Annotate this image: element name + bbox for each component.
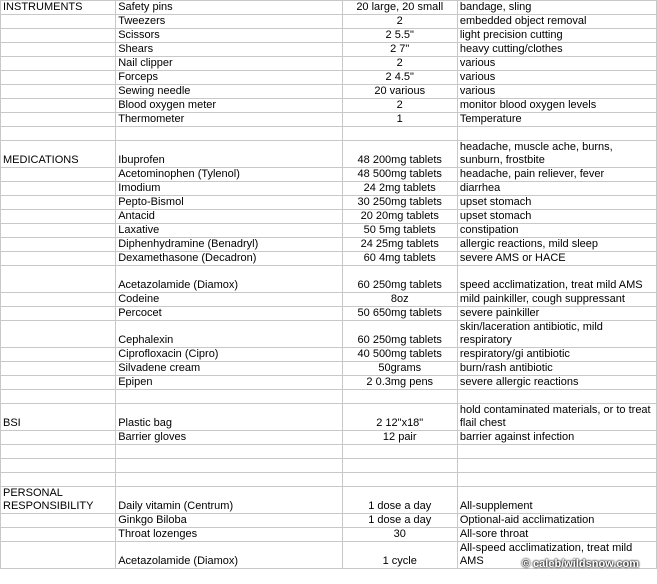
empty-cell	[457, 127, 656, 141]
item-name: Sewing needle	[116, 85, 342, 99]
item-name: Scissors	[116, 29, 342, 43]
item-use: severe AMS or HACE	[457, 252, 656, 266]
item-name: Throat lozenges	[116, 528, 342, 542]
item-use: upset stomach	[457, 196, 656, 210]
item-use: constipation	[457, 224, 656, 238]
spacer-row	[1, 445, 657, 459]
item-use: headache, pain reliever, fever	[457, 168, 656, 182]
item-qty: 40 500mg tablets	[342, 348, 457, 362]
table-row	[1, 57, 657, 71]
empty-cell	[1, 71, 116, 85]
item-name: Epipen	[116, 376, 342, 390]
empty-cell	[1, 362, 116, 376]
item-qty: 30	[342, 528, 457, 542]
table-row	[1, 141, 657, 168]
item-qty: 2 5.5"	[342, 29, 457, 43]
empty-cell	[342, 445, 457, 459]
item-name: Percocet	[116, 307, 342, 321]
empty-cell	[1, 293, 116, 307]
item-qty: 8oz	[342, 293, 457, 307]
item-name: Antacid	[116, 210, 342, 224]
empty-cell	[1, 459, 116, 473]
copyright-watermark: © caleb/wildsnow.com	[521, 558, 639, 570]
category-label: BSI	[1, 404, 116, 431]
empty-cell	[1, 390, 116, 404]
empty-cell	[1, 431, 116, 445]
item-qty: 1	[342, 113, 457, 127]
item-name: Shears	[116, 43, 342, 57]
item-use: mild painkiller, cough suppressant	[457, 293, 656, 307]
empty-cell	[1, 210, 116, 224]
item-name: Tweezers	[116, 15, 342, 29]
item-name: Forceps	[116, 71, 342, 85]
item-qty: 2	[342, 99, 457, 113]
empty-cell	[342, 127, 457, 141]
item-use: light precision cutting	[457, 29, 656, 43]
item-qty: 50grams	[342, 362, 457, 376]
item-use: All-supplement	[457, 487, 656, 514]
table-row	[1, 15, 657, 29]
table-row	[1, 210, 657, 224]
item-use: severe allergic reactions	[457, 376, 656, 390]
item-qty: 1 cycle	[342, 542, 457, 569]
item-use: allergic reactions, mild sleep	[457, 238, 656, 252]
table-row	[1, 293, 657, 307]
empty-cell	[1, 99, 116, 113]
empty-cell	[457, 390, 656, 404]
item-qty: 2 0.3mg pens	[342, 376, 457, 390]
item-use: monitor blood oxygen levels	[457, 99, 656, 113]
table-row	[1, 528, 657, 542]
spacer-row	[1, 473, 657, 487]
empty-cell	[1, 445, 116, 459]
item-qty: 20 20mg tablets	[342, 210, 457, 224]
item-name: Safety pins	[116, 1, 342, 15]
item-use: hold contaminated materials, or to treat flail chest	[457, 404, 656, 431]
empty-cell	[1, 348, 116, 362]
empty-cell	[342, 459, 457, 473]
item-name: Nail clipper	[116, 57, 342, 71]
item-name: Barrier gloves	[116, 431, 342, 445]
item-use: various	[457, 71, 656, 85]
item-use: headache, muscle ache, burns, sunburn, frostbite	[457, 141, 656, 168]
table-row	[1, 487, 657, 514]
empty-cell	[1, 307, 116, 321]
empty-cell	[1, 85, 116, 99]
item-name: Blood oxygen meter	[116, 99, 342, 113]
empty-cell	[1, 542, 116, 569]
empty-cell	[1, 266, 116, 293]
item-qty: 30 250mg tablets	[342, 196, 457, 210]
item-use: burn/rash antibiotic	[457, 362, 656, 376]
item-use: upset stomach	[457, 210, 656, 224]
category-label: INSTRUMENTS	[1, 1, 116, 15]
item-use: Temperature	[457, 113, 656, 127]
table-row	[1, 43, 657, 57]
empty-cell	[342, 390, 457, 404]
item-name: Silvadene cream	[116, 362, 342, 376]
item-use: severe painkiller	[457, 307, 656, 321]
item-qty: 2 7"	[342, 43, 457, 57]
item-name: Plastic bag	[116, 404, 342, 431]
item-name: Pepto-Bismol	[116, 196, 342, 210]
item-qty: 2	[342, 15, 457, 29]
empty-cell	[116, 445, 342, 459]
table-row	[1, 362, 657, 376]
empty-cell	[1, 168, 116, 182]
item-name: Acetazolamide (Diamox)	[116, 266, 342, 293]
item-qty: 60 250mg tablets	[342, 321, 457, 348]
item-name: Diphenhydramine (Benadryl)	[116, 238, 342, 252]
item-qty: 20 large, 20 small	[342, 1, 457, 15]
item-use: All-sore throat	[457, 528, 656, 542]
item-name: Codeine	[116, 293, 342, 307]
empty-cell	[1, 238, 116, 252]
item-qty: 48 200mg tablets	[342, 141, 457, 168]
table-row	[1, 182, 657, 196]
empty-cell	[457, 473, 656, 487]
item-use: skin/laceration antibiotic, mild respiratory	[457, 321, 656, 348]
category-label: MEDICATIONS	[1, 141, 116, 168]
empty-cell	[1, 252, 116, 266]
item-qty: 60 250mg tablets	[342, 266, 457, 293]
table-row	[1, 1, 657, 15]
item-name: Acetominophen (Tylenol)	[116, 168, 342, 182]
item-qty: 24 2mg tablets	[342, 182, 457, 196]
empty-cell	[1, 15, 116, 29]
item-qty: 20 various	[342, 85, 457, 99]
item-use: bandage, sling	[457, 1, 656, 15]
empty-cell	[1, 224, 116, 238]
category-label: PERSONAL RESPONSIBILITY	[1, 487, 116, 514]
empty-cell	[116, 459, 342, 473]
table-row	[1, 431, 657, 445]
table-row	[1, 252, 657, 266]
item-name: Acetazolamide (Diamox)	[116, 542, 342, 569]
spacer-row	[1, 127, 657, 141]
table-row	[1, 514, 657, 528]
empty-cell	[1, 196, 116, 210]
table-row	[1, 99, 657, 113]
item-qty: 12 pair	[342, 431, 457, 445]
item-name: Laxative	[116, 224, 342, 238]
item-use: Optional-aid acclimatization	[457, 514, 656, 528]
item-use: respiratory/gi antibiotic	[457, 348, 656, 362]
item-use: various	[457, 57, 656, 71]
empty-cell	[116, 473, 342, 487]
item-name: Dexamethasone (Decadron)	[116, 252, 342, 266]
table-row	[1, 376, 657, 390]
empty-cell	[1, 473, 116, 487]
empty-cell	[457, 459, 656, 473]
empty-cell	[1, 528, 116, 542]
item-qty: 50 650mg tablets	[342, 307, 457, 321]
item-name: Daily vitamin (Centrum)	[116, 487, 342, 514]
item-use: embedded object removal	[457, 15, 656, 29]
table-row	[1, 348, 657, 362]
item-name: Thermometer	[116, 113, 342, 127]
item-name: Cephalexin	[116, 321, 342, 348]
empty-cell	[116, 127, 342, 141]
item-qty: 1 dose a day	[342, 487, 457, 514]
item-name: Ginkgo Biloba	[116, 514, 342, 528]
empty-cell	[1, 376, 116, 390]
item-use: speed acclimatization, treat mild AMS	[457, 266, 656, 293]
table-row	[1, 168, 657, 182]
item-use: various	[457, 85, 656, 99]
table-row	[1, 71, 657, 85]
spacer-row	[1, 459, 657, 473]
item-qty: 24 25mg tablets	[342, 238, 457, 252]
table-row	[1, 85, 657, 99]
item-name: Imodium	[116, 182, 342, 196]
table-row	[1, 238, 657, 252]
table-row	[1, 404, 657, 431]
table-row	[1, 321, 657, 348]
item-qty: 60 4mg tablets	[342, 252, 457, 266]
empty-cell	[1, 57, 116, 71]
item-qty: 1 dose a day	[342, 514, 457, 528]
empty-cell	[1, 514, 116, 528]
empty-cell	[342, 473, 457, 487]
table-row	[1, 29, 657, 43]
empty-cell	[1, 43, 116, 57]
table-row	[1, 113, 657, 127]
empty-cell	[1, 182, 116, 196]
item-qty: 2 4.5"	[342, 71, 457, 85]
empty-cell	[1, 321, 116, 348]
item-qty: 50 5mg tablets	[342, 224, 457, 238]
item-use: diarrhea	[457, 182, 656, 196]
empty-cell	[1, 29, 116, 43]
item-name: Ciprofloxacin (Cipro)	[116, 348, 342, 362]
empty-cell	[1, 127, 116, 141]
item-qty: 2 12"x18"	[342, 404, 457, 431]
spacer-row	[1, 390, 657, 404]
item-qty: 2	[342, 57, 457, 71]
empty-cell	[1, 113, 116, 127]
item-use: heavy cutting/clothes	[457, 43, 656, 57]
table-row	[1, 196, 657, 210]
item-use: barrier against infection	[457, 431, 656, 445]
item-use: All-speed acclimatization, treat mild AMS	[457, 542, 656, 569]
empty-cell	[116, 390, 342, 404]
table-row	[1, 307, 657, 321]
item-qty: 48 500mg tablets	[342, 168, 457, 182]
table-row	[1, 266, 657, 293]
table-row	[1, 224, 657, 238]
item-name: Ibuprofen	[116, 141, 342, 168]
empty-cell	[457, 445, 656, 459]
